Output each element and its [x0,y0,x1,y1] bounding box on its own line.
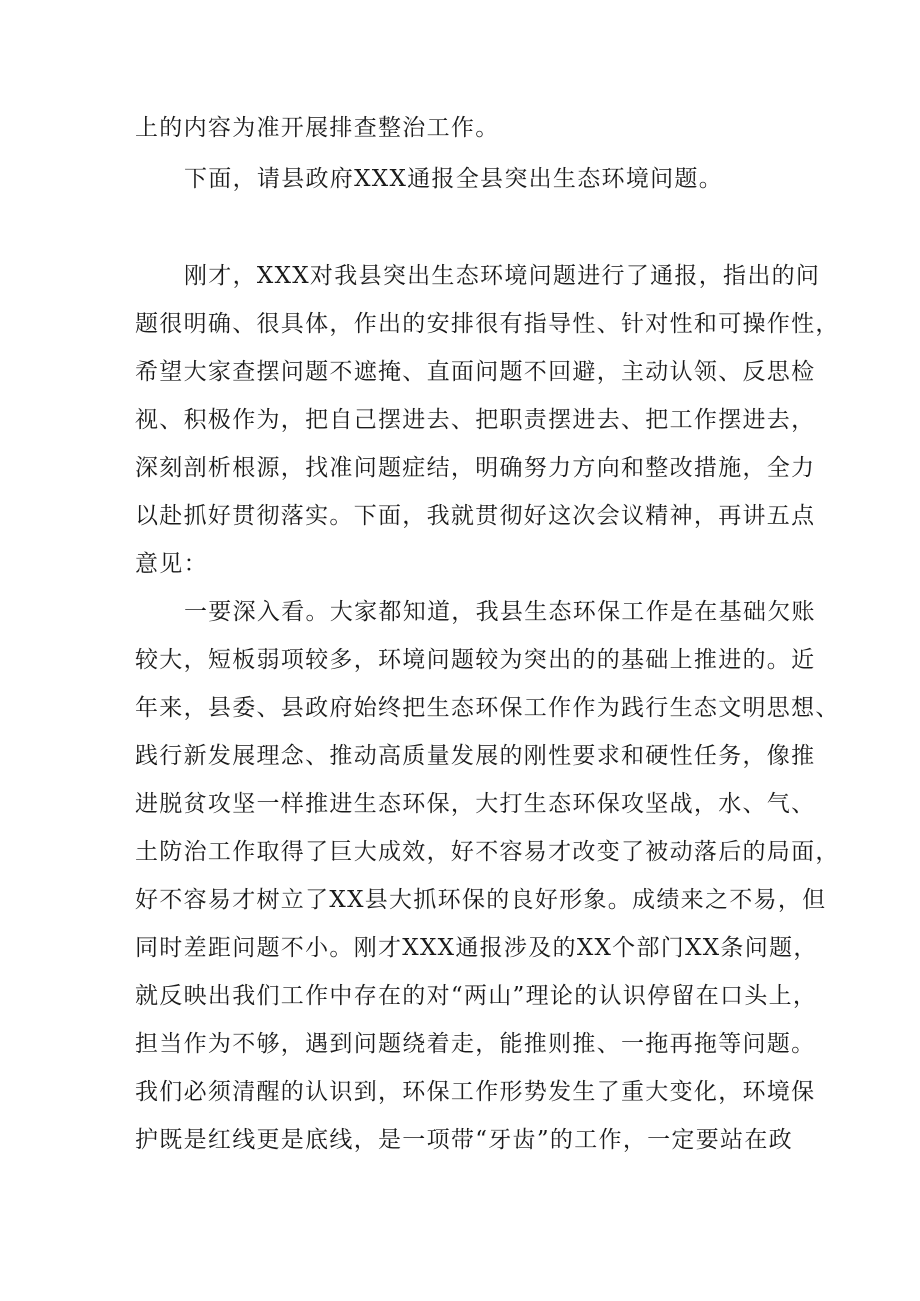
text-line: 担当作为不够，遇到问题绕着走，能推则推、一拖再拖等问题。 [135,1031,816,1057]
text-line: 刚才，XXX对我县突出生态环境问题进行了通报，指出的问 [184,263,821,289]
text-line: 好不容易才树立了XX县大抓环保的良好形象。成绩来之不易，但 [135,887,827,913]
text-line: 进脱贫攻坚一样推进生态环保，大打生态环保攻坚战，水、气、 [135,791,816,817]
text-line: 深刻剖析根源，找准问题症结，明确努力方向和整改措施，全力 [135,455,816,481]
text-line: 年来，县委、县政府始终把生态环保工作作为践行生态文明思想、 [135,695,840,721]
text-line: 土防治工作取得了巨大成效，好不容易才改变了被动落后的局面， [135,839,840,865]
text-line: 较大，短板弱项较多，环境问题较为突出的的基础上推进的。近 [135,647,816,673]
text-line: 就反映出我们工作中存在的对“两山”理论的认识停留在口头上， [135,983,818,1009]
text-line: 以赴抓好贯彻落实。下面，我就贯彻好这次会议精神，再讲五点 [135,503,816,529]
text-line: 希望大家查摆问题不遮掩、直面问题不回避，主动认领、反思检 [135,359,816,385]
text-line: 践行新发展理念、推动高质量发展的刚性要求和硬性任务，像推 [135,743,816,769]
text-line: 意见： [135,551,208,577]
text-line: 护既是红线更是底线，是一项带“牙齿”的工作，一定要站在政 [135,1127,793,1153]
text-line: 视、积极作为，把自己摆进去、把职责摆进去、把工作摆进去， [135,407,816,433]
text-line: 上的内容为准开展排查整治工作。 [135,115,500,141]
text-line: 题很明确、很具体，作出的安排很有指导性、针对性和可操作性， [135,311,840,337]
text-line: 下面，请县政府XXX通报全县突出生态环境问题。 [184,166,724,192]
text-line: 一要深入看。大家都知道，我县生态环保工作是在基础欠账 [184,599,816,625]
text-line: 我们必须清醒的认识到，环保工作形势发生了重大变化，环境保 [135,1079,816,1105]
text-line: 同时差距问题不小。刚才XXX通报涉及的XX个部门XX条问题， [135,935,818,961]
